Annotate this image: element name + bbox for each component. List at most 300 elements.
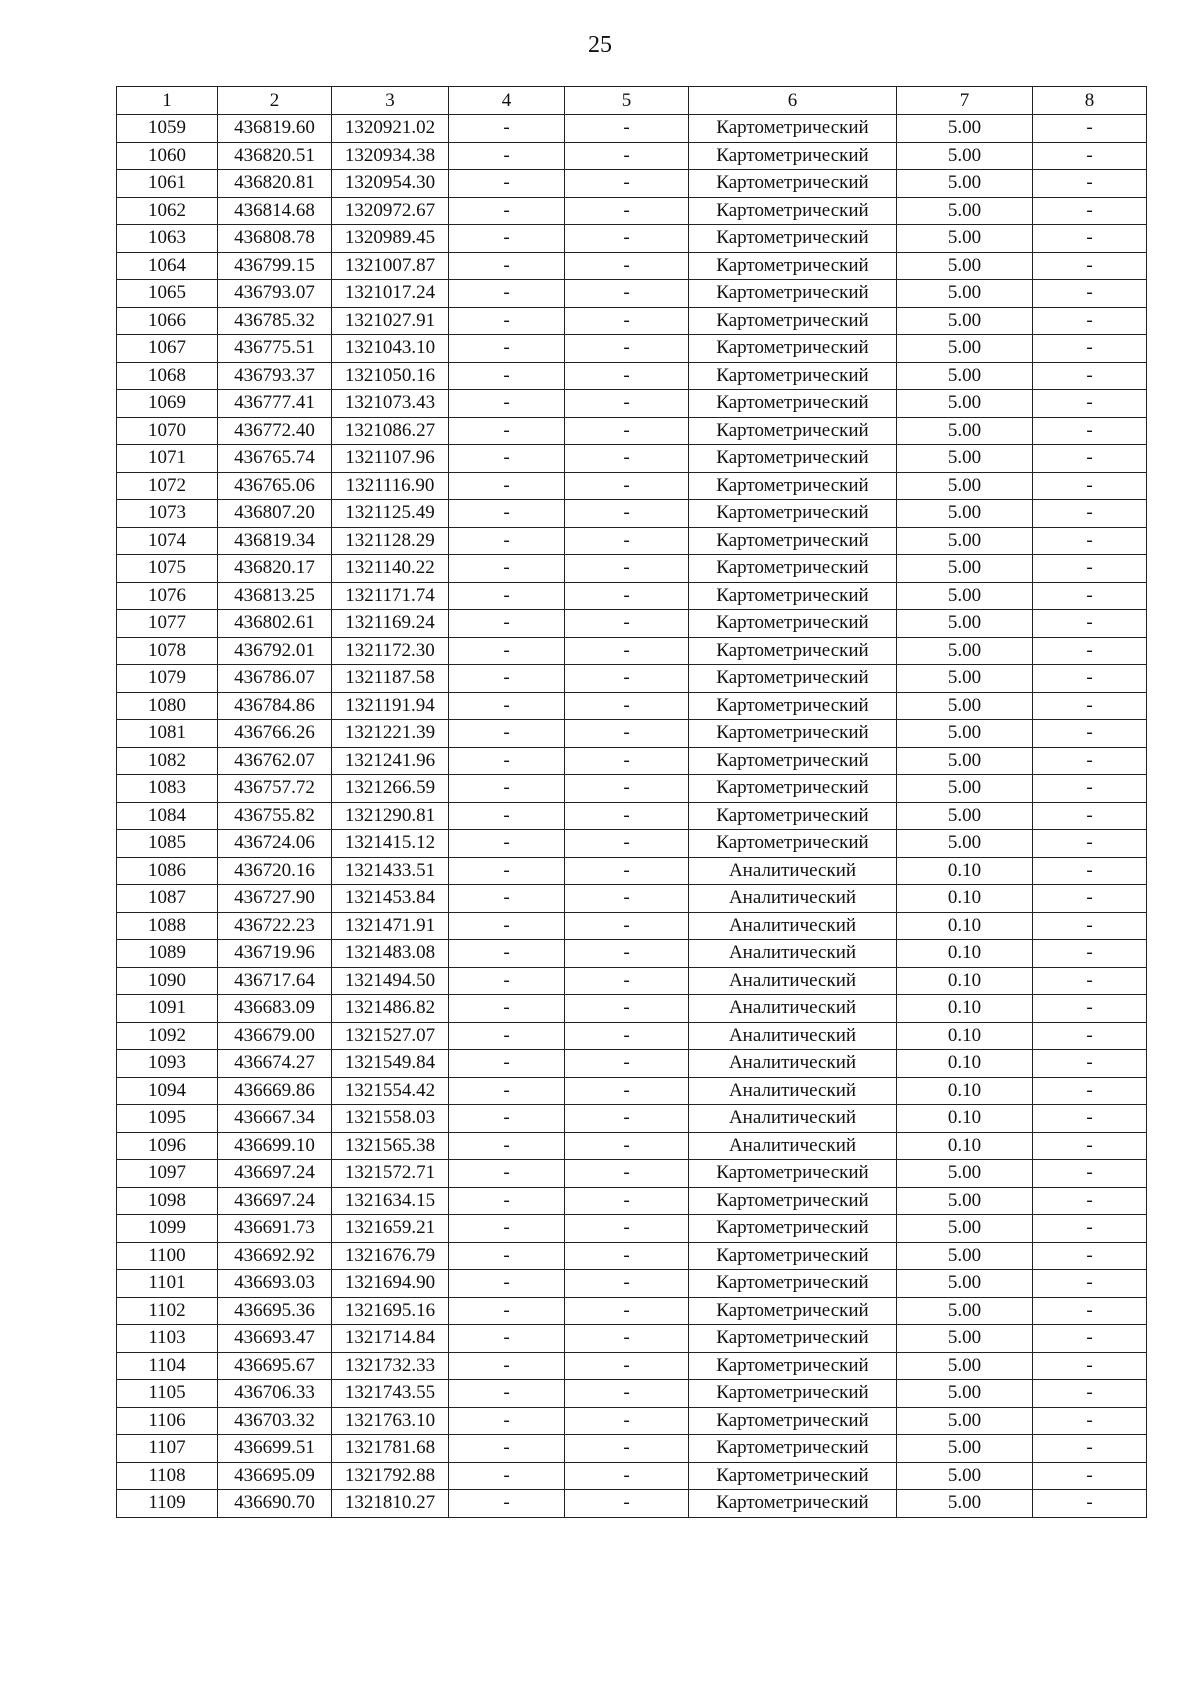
column-4-cell: - [449, 335, 565, 363]
accuracy-cell: 0.10 [897, 1077, 1033, 1105]
table-row [117, 280, 1147, 308]
method-cell: Картометрический [689, 280, 897, 308]
column-8-cell: - [1033, 115, 1147, 143]
accuracy-cell: 5.00 [897, 610, 1033, 638]
x-coordinate-cell: 436807.20 [218, 500, 332, 528]
column-8-cell: - [1033, 1270, 1147, 1298]
y-coordinate-cell: 1321527.07 [332, 1022, 449, 1050]
column-8-cell: - [1033, 995, 1147, 1023]
y-coordinate-cell: 1321694.90 [332, 1270, 449, 1298]
y-coordinate-cell: 1321554.42 [332, 1077, 449, 1105]
table-header [117, 87, 1147, 115]
column-4-cell: - [449, 1050, 565, 1078]
accuracy-cell: 5.00 [897, 390, 1033, 418]
x-coordinate-cell: 436765.74 [218, 445, 332, 473]
point-number-cell: 1109 [117, 1490, 218, 1518]
column-8-cell: - [1033, 885, 1147, 913]
x-coordinate-cell: 436819.60 [218, 115, 332, 143]
column-4-cell: - [449, 1270, 565, 1298]
accuracy-cell: 5.00 [897, 692, 1033, 720]
column-4-cell: - [449, 1352, 565, 1380]
column-8-cell: - [1033, 1050, 1147, 1078]
column-5-cell: - [565, 1297, 689, 1325]
column-4-cell: - [449, 1490, 565, 1518]
point-number-cell: 1092 [117, 1022, 218, 1050]
column-8-cell: - [1033, 417, 1147, 445]
column-8-cell: - [1033, 1407, 1147, 1435]
x-coordinate-cell: 436793.07 [218, 280, 332, 308]
accuracy-cell: 5.00 [897, 665, 1033, 693]
point-number-cell: 1075 [117, 555, 218, 583]
method-cell: Картометрический [689, 637, 897, 665]
accuracy-cell: 5.00 [897, 225, 1033, 253]
table-row [117, 1297, 1147, 1325]
column-4-cell: - [449, 1407, 565, 1435]
table-row [117, 335, 1147, 363]
column-8-cell: - [1033, 170, 1147, 198]
column-8-cell: - [1033, 362, 1147, 390]
y-coordinate-cell: 1321572.71 [332, 1160, 449, 1188]
column-5-cell: - [565, 967, 689, 995]
column-8-cell: - [1033, 1325, 1147, 1353]
y-coordinate-cell: 1321433.51 [332, 857, 449, 885]
point-number-cell: 1105 [117, 1380, 218, 1408]
point-number-cell: 1081 [117, 720, 218, 748]
method-cell: Картометрический [689, 445, 897, 473]
x-coordinate-cell: 436819.34 [218, 527, 332, 555]
column-5-cell: - [565, 527, 689, 555]
x-coordinate-cell: 436690.70 [218, 1490, 332, 1518]
column-5-cell: - [565, 307, 689, 335]
y-coordinate-cell: 1321453.84 [332, 885, 449, 913]
table-row [117, 1325, 1147, 1353]
method-cell: Картометрический [689, 1462, 897, 1490]
column-5-cell: - [565, 555, 689, 583]
accuracy-cell: 5.00 [897, 417, 1033, 445]
accuracy-cell: 5.00 [897, 335, 1033, 363]
column-5-cell: - [565, 857, 689, 885]
column-5-cell: - [565, 115, 689, 143]
method-cell: Картометрический [689, 225, 897, 253]
x-coordinate-cell: 436699.10 [218, 1132, 332, 1160]
accuracy-cell: 5.00 [897, 197, 1033, 225]
column-4-cell: - [449, 1132, 565, 1160]
point-number-cell: 1090 [117, 967, 218, 995]
method-cell: Картометрический [689, 142, 897, 170]
point-number-cell: 1059 [117, 115, 218, 143]
method-cell: Картометрический [689, 1160, 897, 1188]
table-row [117, 1187, 1147, 1215]
y-coordinate-cell: 1321027.91 [332, 307, 449, 335]
y-coordinate-cell: 1321043.10 [332, 335, 449, 363]
method-cell: Аналитический [689, 1050, 897, 1078]
column-5-cell: - [565, 665, 689, 693]
accuracy-cell: 0.10 [897, 885, 1033, 913]
point-number-cell: 1086 [117, 857, 218, 885]
column-8-cell: - [1033, 445, 1147, 473]
accuracy-cell: 5.00 [897, 1462, 1033, 1490]
x-coordinate-cell: 436703.32 [218, 1407, 332, 1435]
accuracy-cell: 0.10 [897, 1132, 1033, 1160]
table-row [117, 390, 1147, 418]
table-row [117, 1160, 1147, 1188]
column-8-cell: - [1033, 390, 1147, 418]
y-coordinate-cell: 1321714.84 [332, 1325, 449, 1353]
accuracy-cell: 5.00 [897, 1187, 1033, 1215]
y-coordinate-cell: 1321266.59 [332, 775, 449, 803]
table-row [117, 692, 1147, 720]
x-coordinate-cell: 436793.37 [218, 362, 332, 390]
accuracy-cell: 5.00 [897, 747, 1033, 775]
x-coordinate-cell: 436706.33 [218, 1380, 332, 1408]
method-cell: Картометрический [689, 1435, 897, 1463]
table-row [117, 610, 1147, 638]
x-coordinate-cell: 436674.27 [218, 1050, 332, 1078]
x-coordinate-cell: 436802.61 [218, 610, 332, 638]
column-8-cell: - [1033, 142, 1147, 170]
y-coordinate-cell: 1321810.27 [332, 1490, 449, 1518]
accuracy-cell: 0.10 [897, 857, 1033, 885]
y-coordinate-cell: 1321191.94 [332, 692, 449, 720]
column-4-cell: - [449, 775, 565, 803]
table-row [117, 362, 1147, 390]
point-number-cell: 1082 [117, 747, 218, 775]
table-row [117, 472, 1147, 500]
point-number-cell: 1071 [117, 445, 218, 473]
column-5-cell: - [565, 390, 689, 418]
column-4-cell: - [449, 692, 565, 720]
table-row [117, 802, 1147, 830]
accuracy-cell: 5.00 [897, 1435, 1033, 1463]
column-5-cell: - [565, 445, 689, 473]
table-body [117, 115, 1147, 1518]
column-5-cell: - [565, 1325, 689, 1353]
column-8-cell: - [1033, 307, 1147, 335]
column-5-cell: - [565, 142, 689, 170]
x-coordinate-cell: 436799.15 [218, 252, 332, 280]
column-8-cell: - [1033, 527, 1147, 555]
column-8-cell: - [1033, 967, 1147, 995]
column-5-cell: - [565, 1160, 689, 1188]
x-coordinate-cell: 436669.86 [218, 1077, 332, 1105]
accuracy-cell: 5.00 [897, 555, 1033, 583]
x-coordinate-cell: 436695.67 [218, 1352, 332, 1380]
y-coordinate-cell: 1321558.03 [332, 1105, 449, 1133]
method-cell: Аналитический [689, 912, 897, 940]
column-5-cell: - [565, 582, 689, 610]
y-coordinate-cell: 1321565.38 [332, 1132, 449, 1160]
table-row [117, 775, 1147, 803]
column-4-cell: - [449, 472, 565, 500]
column-header: 4 [449, 87, 565, 115]
x-coordinate-cell: 436695.36 [218, 1297, 332, 1325]
table-row [117, 665, 1147, 693]
x-coordinate-cell: 436683.09 [218, 995, 332, 1023]
column-8-cell: - [1033, 197, 1147, 225]
x-coordinate-cell: 436692.92 [218, 1242, 332, 1270]
table-row [117, 252, 1147, 280]
point-number-cell: 1065 [117, 280, 218, 308]
column-4-cell: - [449, 1325, 565, 1353]
method-cell: Аналитический [689, 885, 897, 913]
table-row [117, 885, 1147, 913]
y-coordinate-cell: 1321494.50 [332, 967, 449, 995]
column-5-cell: - [565, 995, 689, 1023]
point-number-cell: 1089 [117, 940, 218, 968]
column-header: 8 [1033, 87, 1147, 115]
table-row [117, 1407, 1147, 1435]
point-number-cell: 1067 [117, 335, 218, 363]
point-number-cell: 1085 [117, 830, 218, 858]
accuracy-cell: 5.00 [897, 1215, 1033, 1243]
column-4-cell: - [449, 1077, 565, 1105]
table-row [117, 1242, 1147, 1270]
column-8-cell: - [1033, 1242, 1147, 1270]
x-coordinate-cell: 436784.86 [218, 692, 332, 720]
table-row [117, 142, 1147, 170]
point-number-cell: 1093 [117, 1050, 218, 1078]
accuracy-cell: 5.00 [897, 307, 1033, 335]
column-4-cell: - [449, 417, 565, 445]
y-coordinate-cell: 1321676.79 [332, 1242, 449, 1270]
table-row [117, 1132, 1147, 1160]
y-coordinate-cell: 1321116.90 [332, 472, 449, 500]
column-8-cell: - [1033, 280, 1147, 308]
x-coordinate-cell: 436717.64 [218, 967, 332, 995]
page-number: 25 [588, 32, 612, 58]
column-5-cell: - [565, 417, 689, 445]
point-number-cell: 1068 [117, 362, 218, 390]
column-5-cell: - [565, 1105, 689, 1133]
point-number-cell: 1064 [117, 252, 218, 280]
table-row [117, 720, 1147, 748]
column-5-cell: - [565, 747, 689, 775]
point-number-cell: 1100 [117, 1242, 218, 1270]
point-number-cell: 1076 [117, 582, 218, 610]
method-cell: Аналитический [689, 1132, 897, 1160]
table-row [117, 1380, 1147, 1408]
method-cell: Картометрический [689, 1380, 897, 1408]
column-8-cell: - [1033, 582, 1147, 610]
table-row [117, 1050, 1147, 1078]
column-4-cell: - [449, 390, 565, 418]
y-coordinate-cell: 1321172.30 [332, 637, 449, 665]
method-cell: Картометрический [689, 362, 897, 390]
column-5-cell: - [565, 362, 689, 390]
column-8-cell: - [1033, 1187, 1147, 1215]
table-row [117, 857, 1147, 885]
column-4-cell: - [449, 1105, 565, 1133]
x-coordinate-cell: 436772.40 [218, 417, 332, 445]
accuracy-cell: 5.00 [897, 830, 1033, 858]
accuracy-cell: 0.10 [897, 940, 1033, 968]
point-number-cell: 1078 [117, 637, 218, 665]
accuracy-cell: 5.00 [897, 170, 1033, 198]
accuracy-cell: 5.00 [897, 1380, 1033, 1408]
column-5-cell: - [565, 1132, 689, 1160]
column-8-cell: - [1033, 912, 1147, 940]
x-coordinate-cell: 436691.73 [218, 1215, 332, 1243]
accuracy-cell: 5.00 [897, 252, 1033, 280]
column-5-cell: - [565, 720, 689, 748]
point-number-cell: 1073 [117, 500, 218, 528]
column-4-cell: - [449, 610, 565, 638]
x-coordinate-cell: 436693.03 [218, 1270, 332, 1298]
accuracy-cell: 5.00 [897, 142, 1033, 170]
x-coordinate-cell: 436727.90 [218, 885, 332, 913]
point-number-cell: 1108 [117, 1462, 218, 1490]
column-5-cell: - [565, 802, 689, 830]
column-4-cell: - [449, 830, 565, 858]
column-5-cell: - [565, 775, 689, 803]
accuracy-cell: 5.00 [897, 445, 1033, 473]
column-5-cell: - [565, 692, 689, 720]
x-coordinate-cell: 436813.25 [218, 582, 332, 610]
method-cell: Картометрический [689, 1352, 897, 1380]
table-row [117, 912, 1147, 940]
column-8-cell: - [1033, 720, 1147, 748]
y-coordinate-cell: 1321125.49 [332, 500, 449, 528]
column-8-cell: - [1033, 472, 1147, 500]
y-coordinate-cell: 1321471.91 [332, 912, 449, 940]
point-number-cell: 1104 [117, 1352, 218, 1380]
accuracy-cell: 5.00 [897, 280, 1033, 308]
column-5-cell: - [565, 1215, 689, 1243]
point-number-cell: 1101 [117, 1270, 218, 1298]
column-8-cell: - [1033, 1215, 1147, 1243]
column-4-cell: - [449, 885, 565, 913]
column-5-cell: - [565, 940, 689, 968]
column-4-cell: - [449, 142, 565, 170]
point-number-cell: 1079 [117, 665, 218, 693]
column-4-cell: - [449, 527, 565, 555]
accuracy-cell: 5.00 [897, 1490, 1033, 1518]
column-5-cell: - [565, 885, 689, 913]
x-coordinate-cell: 436762.07 [218, 747, 332, 775]
method-cell: Картометрический [689, 197, 897, 225]
y-coordinate-cell: 1321187.58 [332, 665, 449, 693]
column-5-cell: - [565, 1242, 689, 1270]
table-row [117, 500, 1147, 528]
column-4-cell: - [449, 747, 565, 775]
method-cell: Картометрический [689, 610, 897, 638]
column-8-cell: - [1033, 1160, 1147, 1188]
accuracy-cell: 5.00 [897, 1270, 1033, 1298]
x-coordinate-cell: 436722.23 [218, 912, 332, 940]
table-row [117, 445, 1147, 473]
x-coordinate-cell: 436724.06 [218, 830, 332, 858]
column-5-cell: - [565, 500, 689, 528]
column-4-cell: - [449, 1160, 565, 1188]
accuracy-cell: 5.00 [897, 1297, 1033, 1325]
method-cell: Картометрический [689, 115, 897, 143]
method-cell: Картометрический [689, 500, 897, 528]
column-header: 1 [117, 87, 218, 115]
method-cell: Аналитический [689, 995, 897, 1023]
header-row [117, 87, 1147, 115]
table-row [117, 1022, 1147, 1050]
point-number-cell: 1072 [117, 472, 218, 500]
column-5-cell: - [565, 1270, 689, 1298]
column-5-cell: - [565, 1187, 689, 1215]
column-8-cell: - [1033, 830, 1147, 858]
column-8-cell: - [1033, 857, 1147, 885]
table-row [117, 830, 1147, 858]
table-row [117, 1352, 1147, 1380]
column-8-cell: - [1033, 637, 1147, 665]
column-4-cell: - [449, 995, 565, 1023]
accuracy-cell: 5.00 [897, 1407, 1033, 1435]
column-4-cell: - [449, 1187, 565, 1215]
coordinates-table [116, 86, 1147, 1518]
y-coordinate-cell: 1321128.29 [332, 527, 449, 555]
column-8-cell: - [1033, 692, 1147, 720]
column-5-cell: - [565, 1380, 689, 1408]
x-coordinate-cell: 436755.82 [218, 802, 332, 830]
column-4-cell: - [449, 362, 565, 390]
y-coordinate-cell: 1321086.27 [332, 417, 449, 445]
method-cell: Аналитический [689, 857, 897, 885]
x-coordinate-cell: 436766.26 [218, 720, 332, 748]
x-coordinate-cell: 436719.96 [218, 940, 332, 968]
column-4-cell: - [449, 252, 565, 280]
point-number-cell: 1098 [117, 1187, 218, 1215]
table-row [117, 225, 1147, 253]
method-cell: Картометрический [689, 665, 897, 693]
method-cell: Картометрический [689, 417, 897, 445]
column-4-cell: - [449, 857, 565, 885]
point-number-cell: 1102 [117, 1297, 218, 1325]
column-4-cell: - [449, 637, 565, 665]
column-4-cell: - [449, 555, 565, 583]
point-number-cell: 1069 [117, 390, 218, 418]
method-cell: Картометрический [689, 1187, 897, 1215]
column-8-cell: - [1033, 1022, 1147, 1050]
accuracy-cell: 5.00 [897, 720, 1033, 748]
accuracy-cell: 0.10 [897, 1050, 1033, 1078]
y-coordinate-cell: 1321017.24 [332, 280, 449, 308]
column-5-cell: - [565, 830, 689, 858]
point-number-cell: 1063 [117, 225, 218, 253]
accuracy-cell: 5.00 [897, 775, 1033, 803]
method-cell: Картометрический [689, 582, 897, 610]
method-cell: Картометрический [689, 1297, 897, 1325]
method-cell: Картометрический [689, 1242, 897, 1270]
accuracy-cell: 5.00 [897, 802, 1033, 830]
column-5-cell: - [565, 1050, 689, 1078]
point-number-cell: 1107 [117, 1435, 218, 1463]
y-coordinate-cell: 1321007.87 [332, 252, 449, 280]
method-cell: Картометрический [689, 527, 897, 555]
y-coordinate-cell: 1320954.30 [332, 170, 449, 198]
point-number-cell: 1084 [117, 802, 218, 830]
column-8-cell: - [1033, 1132, 1147, 1160]
table-row [117, 527, 1147, 555]
accuracy-cell: 5.00 [897, 115, 1033, 143]
y-coordinate-cell: 1321050.16 [332, 362, 449, 390]
column-4-cell: - [449, 912, 565, 940]
accuracy-cell: 0.10 [897, 1105, 1033, 1133]
point-number-cell: 1097 [117, 1160, 218, 1188]
y-coordinate-cell: 1321073.43 [332, 390, 449, 418]
column-4-cell: - [449, 720, 565, 748]
column-5-cell: - [565, 472, 689, 500]
column-8-cell: - [1033, 802, 1147, 830]
method-cell: Картометрический [689, 307, 897, 335]
table-row [117, 417, 1147, 445]
y-coordinate-cell: 1321763.10 [332, 1407, 449, 1435]
column-4-cell: - [449, 1462, 565, 1490]
